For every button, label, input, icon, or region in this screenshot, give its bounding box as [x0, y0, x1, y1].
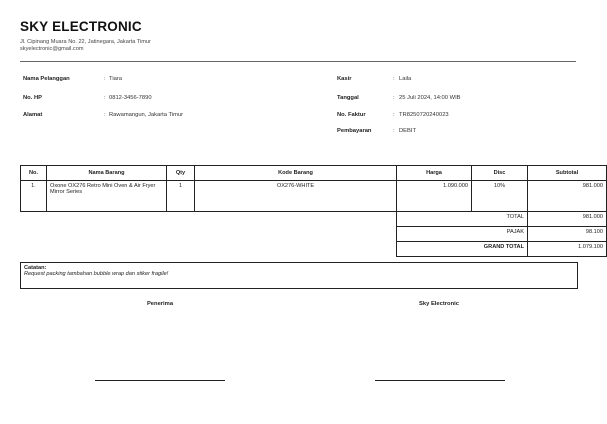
date: 25 Juli 2024, 14:00 WIB: [399, 95, 461, 101]
notes-label: Catatan:: [24, 265, 47, 271]
cashier: Laila: [399, 76, 412, 82]
company-email: skyelectronic@gmail.com: [20, 46, 84, 52]
total-label: TOTAL: [397, 212, 528, 227]
colon: :: [104, 112, 106, 118]
signature-receiver-title: Penerima: [146, 301, 174, 307]
row-qty: 1: [167, 181, 195, 212]
colon: :: [104, 95, 106, 101]
company-name: SKY ELECTRONIC: [20, 19, 142, 34]
colon: :: [393, 95, 395, 101]
customer-phone: 0812-3456-7890: [109, 95, 152, 101]
header-divider: [20, 61, 576, 62]
customer-phone-label: No. HP: [23, 95, 43, 101]
customer-name-label: Nama Pelanggan: [23, 76, 70, 82]
table-row: [21, 181, 607, 212]
payment-label: Pembayaran: [337, 128, 372, 134]
colon: :: [104, 76, 106, 82]
signature-store-line: [375, 380, 505, 381]
row-disc: 10%: [472, 181, 528, 212]
col-header-qty: Qty: [167, 166, 195, 181]
customer-name: Tiara: [109, 76, 122, 82]
items-table: [20, 165, 607, 257]
col-header-no: No.: [21, 166, 47, 181]
col-header-disc: Disc: [472, 166, 528, 181]
col-header-price: Harga: [397, 166, 472, 181]
colon: :: [393, 112, 395, 118]
notes-box: [20, 262, 578, 289]
customer-address: Rawamangun, Jakarta Timur: [109, 112, 184, 118]
row-code: OX276-WHITE: [195, 181, 397, 212]
invoice-label: No. Faktur: [337, 112, 366, 118]
total-value: 981.000: [528, 212, 607, 227]
colon: :: [393, 76, 395, 82]
customer-address-label: Alamat: [23, 112, 43, 118]
notes-text: Request packing tambahan bubble wrap dan stiker fragile!: [24, 271, 169, 277]
signature-store-title: Sky Electronic: [419, 301, 459, 307]
payment-method: DEBIT: [399, 128, 417, 134]
invoice-number: TR8250720240023: [399, 112, 449, 118]
tax-label: PAJAK: [397, 227, 528, 242]
row-subtotal: 981.000: [528, 181, 607, 212]
company-address: Jl. Cipinang Muara No. 22, Jatinegara, Jakarta Timur: [20, 39, 151, 45]
signature-receiver-line: [95, 380, 225, 381]
date-label: Tanggal: [337, 95, 359, 101]
grand-total-label: GRAND TOTAL: [397, 242, 528, 257]
row-item-name: Oxone OX276 Retro Mini Oven & Air Fryer Mirror Series: [47, 181, 167, 212]
cashier-label: Kasir: [337, 76, 352, 82]
col-header-subtotal: Subtotal: [528, 166, 607, 181]
colon: :: [393, 128, 395, 134]
tax-value: 98.100: [528, 227, 607, 242]
tax-row: [21, 227, 607, 242]
col-header-code: Kode Barang: [195, 166, 397, 181]
row-price: 1.090.000: [397, 181, 472, 212]
grand-total-row: [21, 242, 607, 257]
col-header-name: Nama Barang: [47, 166, 167, 181]
total-row: [21, 212, 607, 227]
row-no: 1.: [21, 181, 47, 212]
table-header-row: [21, 166, 607, 181]
grand-total-value: 1.079.100: [528, 242, 607, 257]
